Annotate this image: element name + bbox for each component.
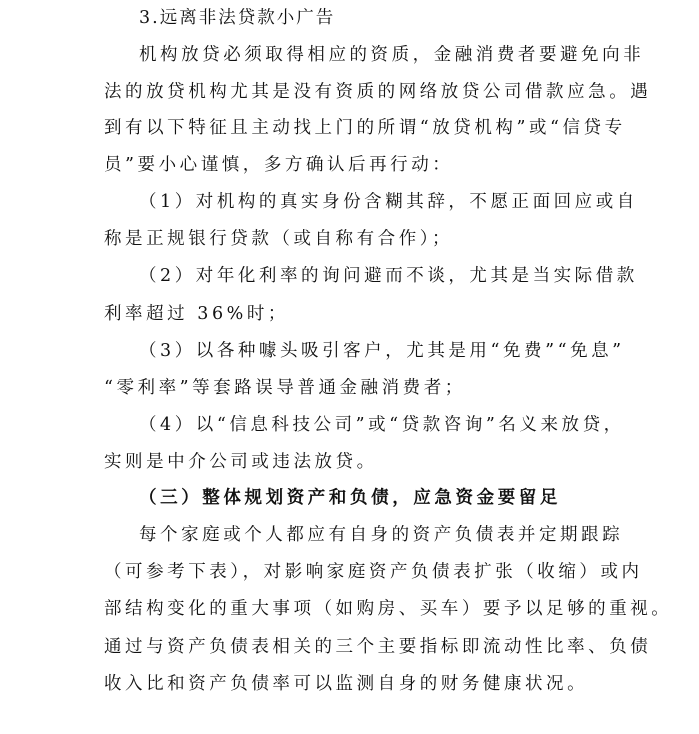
list-item-line: “零利率”等套路误导普通金融消费者； bbox=[104, 378, 466, 398]
paragraph-line: 通过与资产负债表相关的三个主要指标即流动性比率、负债 bbox=[104, 637, 652, 657]
subsection-heading: （三）整体规划资产和负债，应急资金要留足 bbox=[139, 488, 561, 508]
paragraph-line: 部结构变化的重大事项（如购房、买车）要予以足够的重视。 bbox=[104, 599, 673, 619]
paragraph-line: 法的放贷机构尤其是没有资质的网络放贷公司借款应急。遇 bbox=[104, 82, 652, 102]
paragraph-line: 每个家庭或个人都应有自身的资产负债表并定期跟踪 bbox=[139, 525, 624, 545]
list-item-line: 称是正规银行贷款（或自称有合作）； bbox=[104, 229, 454, 249]
list-item-line: 利率超过 36%时； bbox=[104, 304, 289, 324]
list-item-line: （1）对机构的真实身份含糊其辞，不愿正面回应或自 bbox=[139, 192, 638, 212]
list-item-line: （2）对年化利率的询问避而不谈，尤其是当实际借款 bbox=[139, 266, 638, 286]
list-item-line: （3）以各种噱头吸引客户，尤其是用“免费”“免息” bbox=[139, 341, 625, 361]
paragraph-line: （可参考下表），对影响家庭资产负债表扩张（收缩）或内 bbox=[104, 562, 643, 582]
paragraph-line: 机构放贷必须取得相应的资质，金融消费者要避免向非 bbox=[139, 45, 645, 65]
section-heading: 3.远离非法贷款小广告 bbox=[139, 8, 336, 28]
list-item-line: 实则是中介公司或违法放贷。 bbox=[104, 452, 378, 472]
paragraph-line: 员”要小心谨慎，多方确认后再行动： bbox=[104, 155, 454, 175]
list-item-line: （4）以“信息科技公司”或“贷款咨询”名义来放贷， bbox=[139, 415, 625, 435]
paragraph-line: 到有以下特征且主动找上门的所谓“放贷机构”或“信贷专 bbox=[104, 118, 626, 138]
paragraph-line: 收入比和资产负债率可以监测自身的财务健康状况。 bbox=[104, 674, 589, 694]
